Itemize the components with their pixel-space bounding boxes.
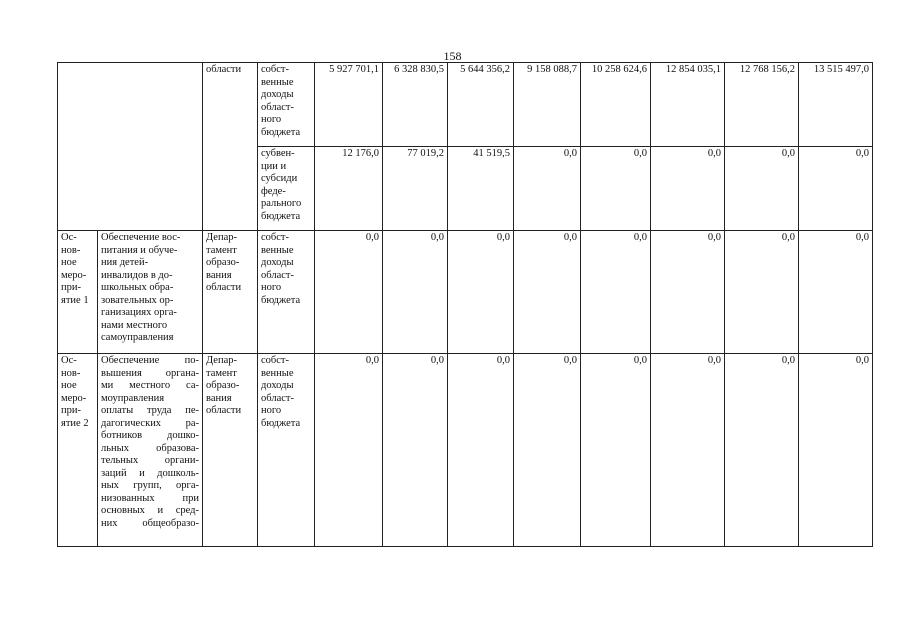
amount-cell: 0,0 [725, 147, 799, 231]
amount-cell: 0,0 [315, 231, 383, 354]
description-line: ботников дошко- [101, 430, 199, 441]
measure-executor: Депар- тамент образо- вания области [206, 355, 242, 416]
amount-cell: 6 328 830,5 [383, 63, 448, 147]
measure-label: Ос- нов- ное меро- при- ятие 1 [61, 232, 89, 306]
measure-1-description-cell [98, 231, 203, 354]
amount-cell: 0,0 [383, 231, 448, 354]
amount-cell: 10 258 624,6 [581, 63, 651, 147]
amount-cell: 0,0 [448, 354, 514, 547]
measure-1-executor-cell [203, 231, 258, 354]
amount-cell: 13 515 497,0 [799, 63, 873, 147]
description-line: низованных при [101, 492, 199, 504]
amount-cell: 0,0 [799, 231, 873, 354]
measure-1-source-cell [258, 231, 315, 354]
amount-cell: 12 768 156,2 [725, 63, 799, 147]
amount-cell: 0,0 [581, 147, 651, 231]
measure-2-executor-cell [203, 354, 258, 547]
measure-2-label-cell [58, 354, 98, 547]
amount-cell: 0,0 [581, 354, 651, 547]
description-line: ных групп, орга- [101, 480, 199, 491]
measure-2-source-cell [258, 354, 315, 547]
description-line: ми местного са- [101, 380, 199, 391]
description-line: Обеспечение по- [101, 355, 199, 366]
amount-cell: 5 644 356,2 [448, 63, 514, 147]
measure-2-row [58, 354, 873, 547]
continuation-source-cell [258, 63, 315, 147]
amount-cell: 0,0 [651, 147, 725, 231]
description-line: дагогических ра- [101, 417, 199, 429]
amount-cell: 77 019,2 [383, 147, 448, 231]
description-line: вышения органа- [101, 367, 199, 379]
funding-source-label: собст- венные доходы област- ного бюджета [261, 355, 301, 429]
page-number: 158 [443, 49, 462, 63]
amount-cell: 0,0 [651, 354, 725, 547]
amount-cell: 9 158 088,7 [514, 63, 581, 147]
amount-cell: 0,0 [581, 231, 651, 354]
description-line: льных образова- [101, 442, 199, 454]
amount-cell: 0,0 [799, 147, 873, 231]
amount-cell: 0,0 [383, 354, 448, 547]
description-line: оплаты труда пе- [101, 405, 199, 416]
description-line: основных и сред- [101, 505, 199, 516]
amount-cell: 0,0 [725, 231, 799, 354]
continuation-executor: области [206, 64, 242, 75]
amount-cell: 0,0 [448, 231, 514, 354]
amount-cell: 0,0 [799, 354, 873, 547]
continuation-blank-cell [58, 63, 203, 231]
measure-description: Обеспечение вос- питания и обуче- ния детей- инвалидов в до- школьных обра- зовательных ор- ганизациях орга- нами местного самоуправления [101, 232, 181, 343]
funding-source-label: собст- венные доходы област- ного бюджета [261, 64, 301, 138]
amount-cell: 0,0 [514, 147, 581, 231]
measure-description [101, 355, 199, 530]
funding-source-label: собст- венные доходы област- ного бюджета [261, 232, 301, 306]
budget-table [57, 62, 873, 547]
description-line: заций и дошколь- [101, 467, 199, 479]
measure-1-label-cell [58, 231, 98, 354]
continuation-row-own-revenue [58, 63, 873, 147]
description-line: них общеобразо- [101, 517, 199, 529]
measure-2-description-cell [98, 354, 203, 547]
measure-executor: Депар- тамент образо- вания области [206, 232, 242, 293]
amount-cell: 0,0 [514, 354, 581, 547]
amount-cell: 0,0 [315, 354, 383, 547]
description-line: тельных органи- [101, 455, 199, 466]
continuation-executor-cell [203, 63, 258, 231]
amount-cell: 0,0 [725, 354, 799, 547]
amount-cell: 0,0 [514, 231, 581, 354]
measure-1-row [58, 231, 873, 354]
amount-cell: 5 927 701,1 [315, 63, 383, 147]
measure-label: Ос- нов- ное меро- при- ятие 2 [61, 355, 89, 429]
amount-cell: 12 176,0 [315, 147, 383, 231]
amount-cell: 12 854 035,1 [651, 63, 725, 147]
description-line: моуправления [101, 392, 165, 404]
funding-source-label: субвен- ции и субсиди феде- рального бюджета [261, 148, 302, 222]
continuation-source-cell [258, 147, 315, 231]
amount-cell: 0,0 [651, 231, 725, 354]
amount-cell: 41 519,5 [448, 147, 514, 231]
